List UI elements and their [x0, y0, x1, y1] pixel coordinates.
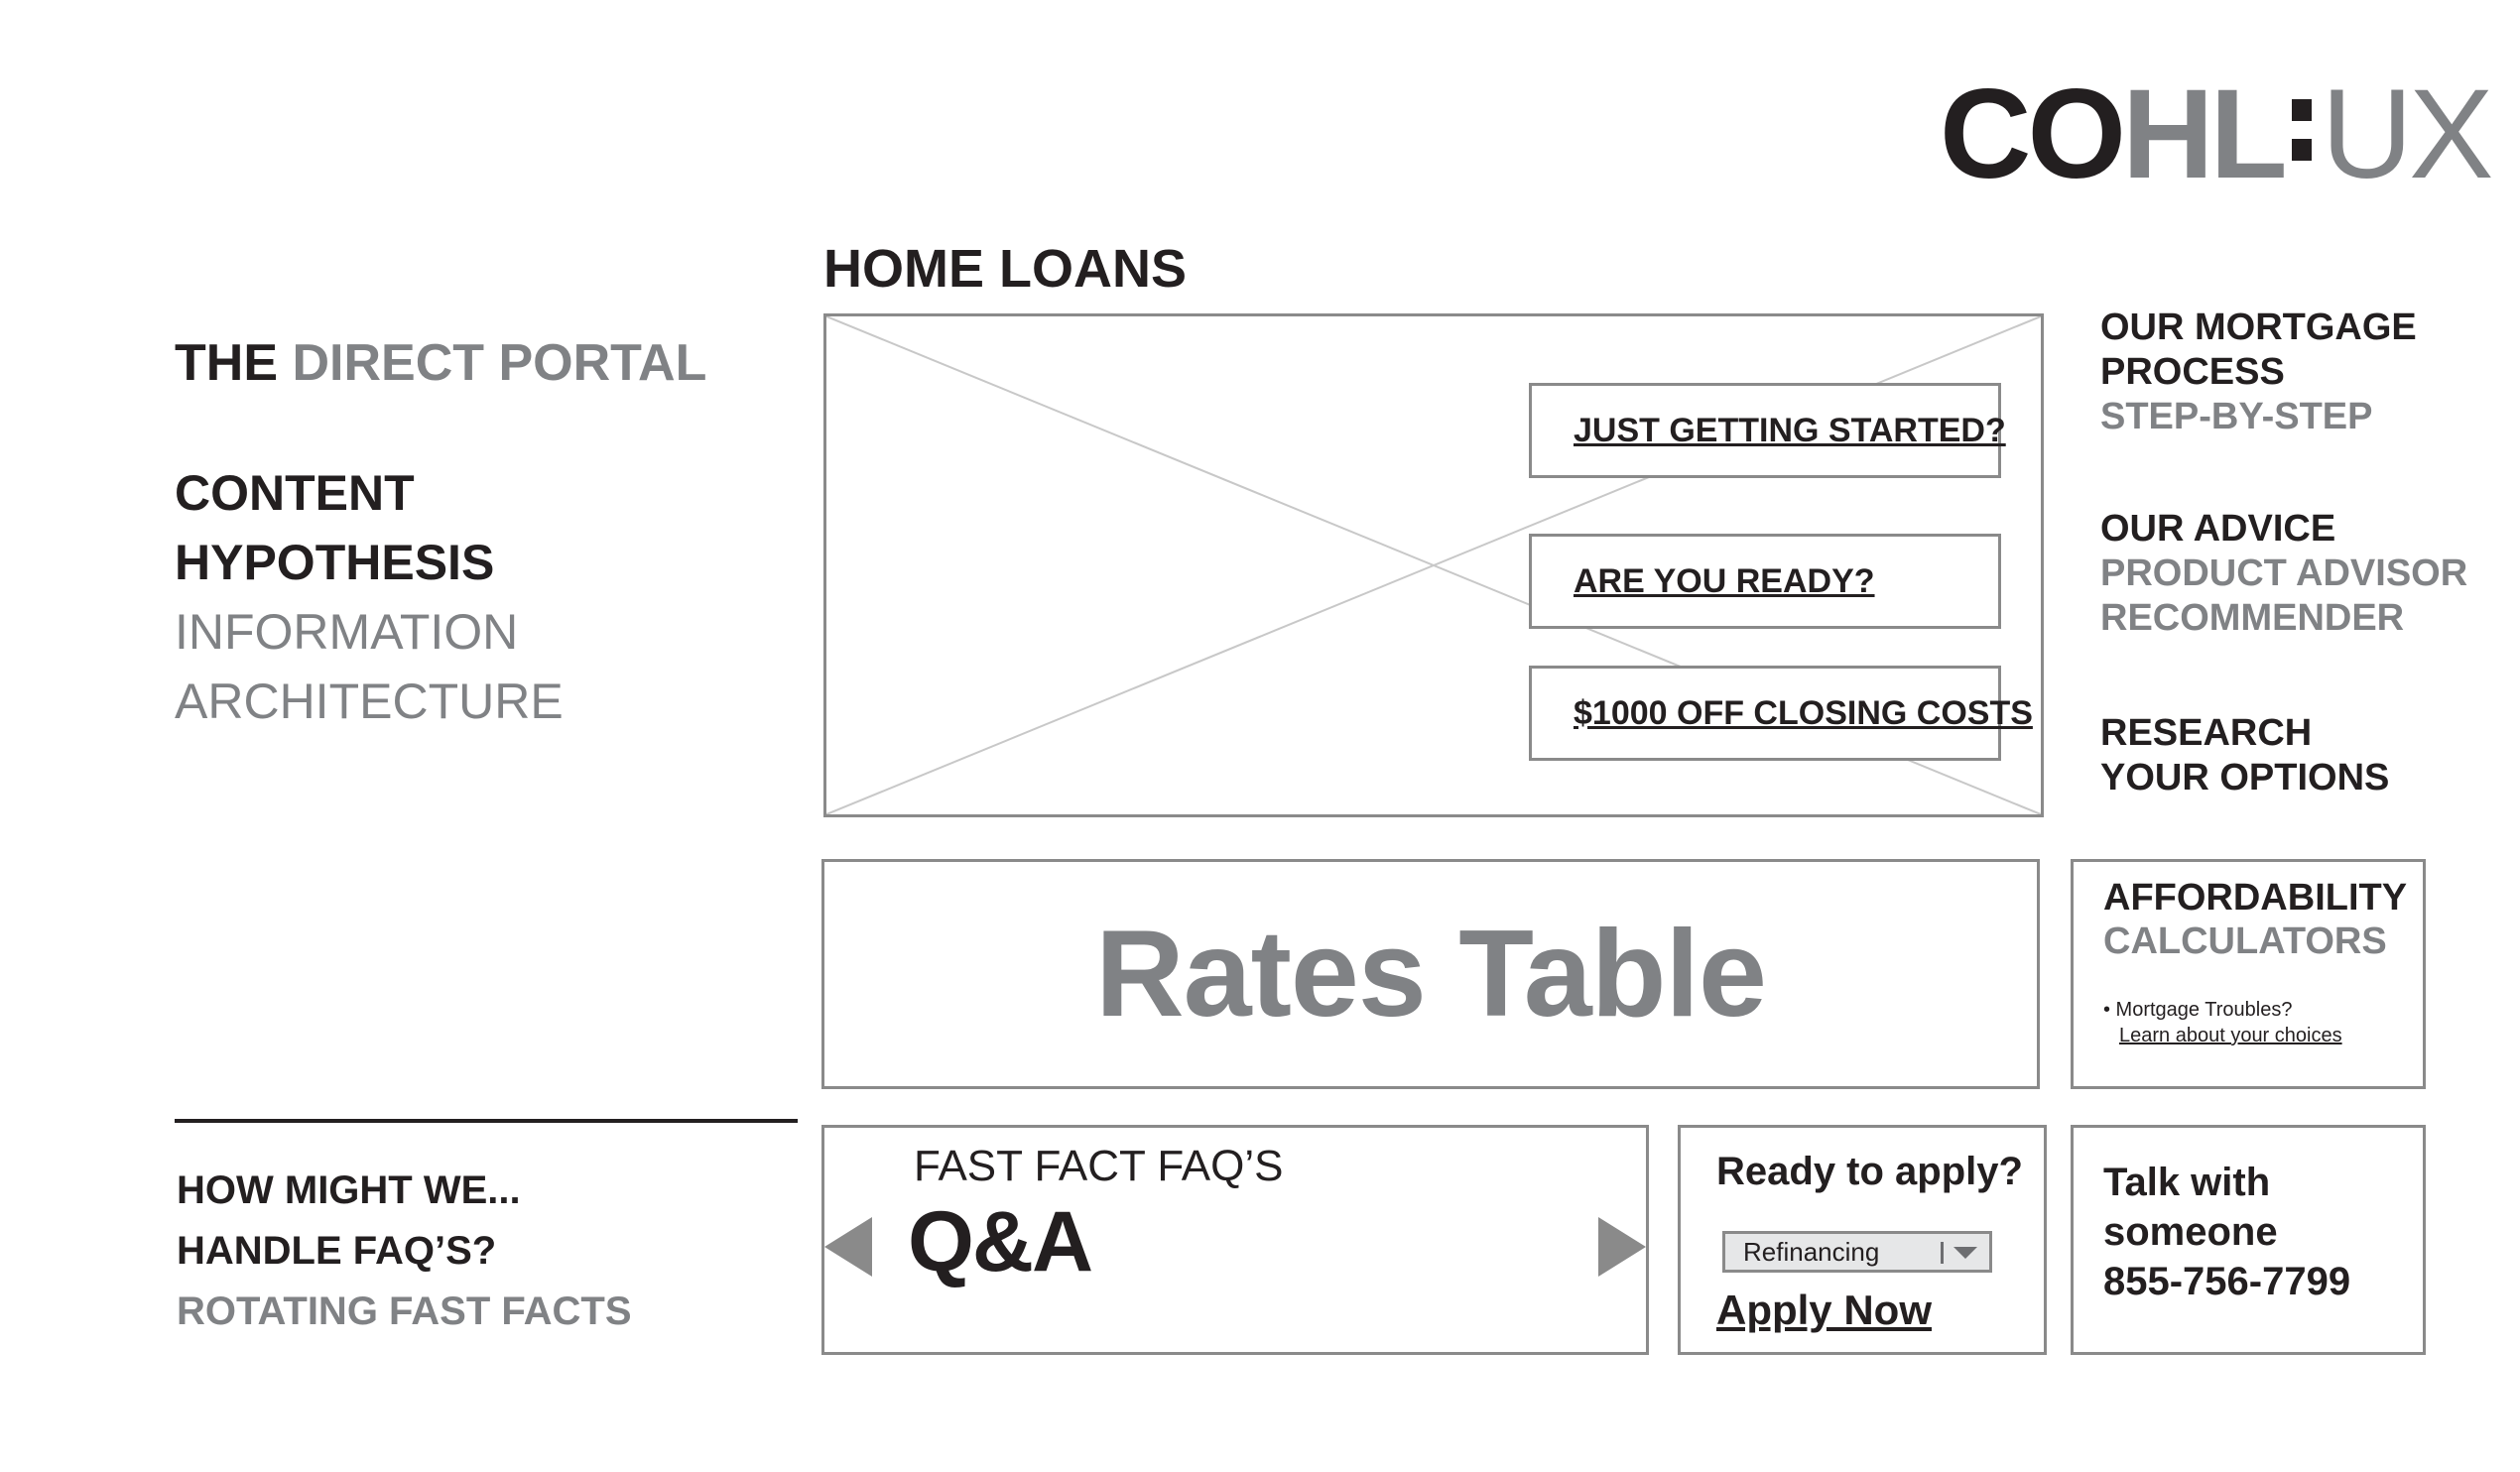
apply-now-link[interactable]: Apply Now: [1716, 1287, 1932, 1333]
how-might-we-block: [177, 1161, 632, 1342]
faq-label: FAST FACT FAQ’S: [914, 1142, 1284, 1190]
fast-fact-faq-carousel: [821, 1125, 1649, 1355]
page-title: HOME LOANS: [823, 239, 1188, 299]
logo-colon-mark: [2292, 91, 2312, 181]
closing-costs-offer-button[interactable]: $1000 OFF CLOSING COSTS: [1529, 666, 2001, 761]
faq-title: Q&A: [908, 1194, 1092, 1289]
section-divider: [175, 1119, 798, 1123]
ready-to-apply-panel: [1678, 1125, 2047, 1355]
hypothesis-line-4: ARCHITECTURE: [175, 674, 564, 729]
contact-panel: [2071, 1125, 2426, 1355]
portal-title: THE DIRECT PORTAL: [175, 334, 707, 392]
mortgage-troubles-note: • Mortgage Troubles? Learn about your choices: [2103, 999, 2342, 1046]
affordability-title[interactable]: AFFORDABILITY: [2103, 877, 2408, 919]
loan-type-select[interactable]: Refinancing: [1722, 1231, 1992, 1273]
mortgage-process-link[interactable]: OUR MORTGAGE PROCESS STEP-BY-STEP: [2100, 307, 2417, 437]
phone-number[interactable]: 855-756-7799: [2103, 1260, 2351, 1303]
research-options-link[interactable]: RESEARCH YOUR OPTIONS: [2100, 712, 2390, 798]
hero-image-placeholder: [823, 313, 2044, 817]
apply-title: Ready to apply?: [1716, 1150, 2023, 1193]
how-might-line-3: ROTATING FAST FACTS: [177, 1289, 632, 1333]
how-might-line-2: HANDLE FAQ’S?: [177, 1229, 497, 1273]
select-divider: [1941, 1242, 1944, 1264]
carousel-prev-icon[interactable]: [824, 1217, 872, 1277]
hypothesis-block: [175, 458, 564, 736]
chevron-down-icon: [1953, 1247, 1977, 1259]
hypothesis-line-3: INFORMATION: [175, 604, 519, 660]
hypothesis-line-1: CONTENT: [175, 465, 415, 521]
just-getting-started-button[interactable]: JUST GETTING STARTED?: [1529, 383, 2001, 478]
affordability-calculators-panel: [2071, 859, 2426, 1089]
calculators-subtitle[interactable]: CALCULATORS: [2103, 920, 2387, 962]
cohl-ux-logo: COHL UX: [1940, 63, 2490, 205]
carousel-next-icon[interactable]: [1598, 1217, 1646, 1277]
talk-with-someone-label: Talk with someone: [2103, 1161, 2278, 1254]
how-might-line-1: HOW MIGHT WE...: [177, 1168, 521, 1212]
rates-table-placeholder: Rates Table: [821, 859, 2040, 1089]
are-you-ready-button[interactable]: ARE YOU READY?: [1529, 534, 2001, 629]
hypothesis-line-2: HYPOTHESIS: [175, 535, 495, 590]
our-advice-link[interactable]: OUR ADVICE PRODUCT ADVISOR RECOMMENDER: [2100, 508, 2468, 639]
learn-choices-link[interactable]: Learn about your choices: [2119, 1025, 2342, 1046]
